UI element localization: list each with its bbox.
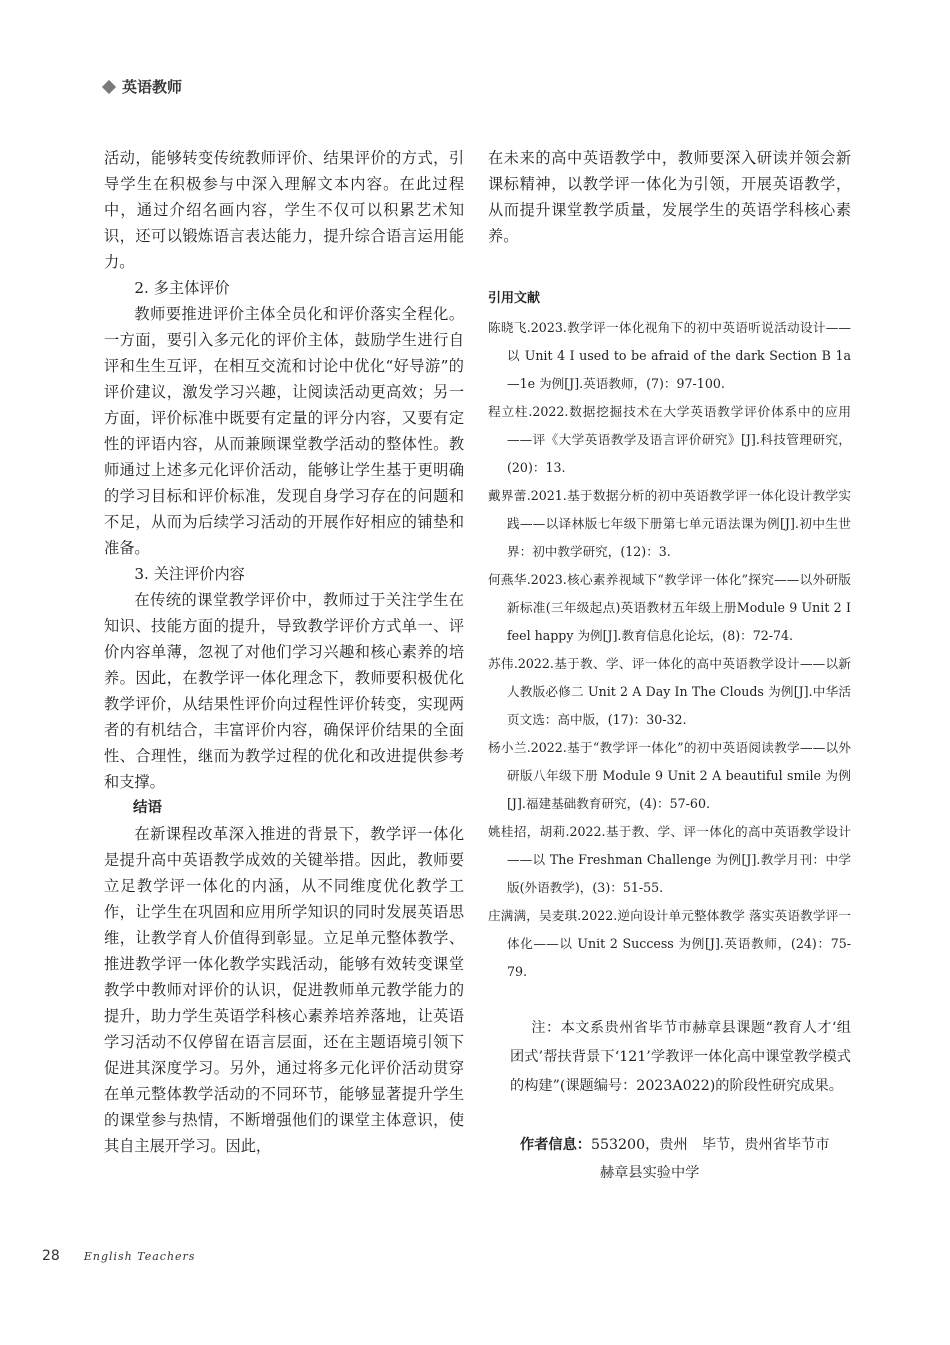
page-number: 28 (42, 1248, 60, 1264)
section-3-heading: 3. 关注评价内容 (134, 565, 245, 583)
intro-paragraph: 活动，能够转变传统教师评价、结果评价的方式，引导学生在积极参与中深入理解文本内容。在此过程中，通过介绍名画内容，学生不仅可以积累艺术知识，还可以锻炼语言表达能力，提升综合语言运用能力。 (104, 149, 464, 271)
journal-title: 英语教师 (122, 78, 183, 96)
section-2-heading: 2. 多主体评价 (134, 279, 230, 297)
reference-item: 程立柱.2022.数据挖掘技术在大学英语教学评价体系中的应用——评《大学英语教学及语言评价研究》[J].科技管理研究，(20)：13. (488, 404, 851, 475)
conclusion-heading: 结语 (133, 800, 162, 816)
reference-item: 姚桂招，胡莉.2022.基于教、学、评一体化的高中英语教学设计——以 The Freshman Challenge 为例[J].教学月刊：中学版(外语教学)，(3)：51-55. (488, 824, 851, 895)
page-footer (42, 1248, 195, 1264)
reference-item: 苏伟.2022.基于教、学、评一体化的高中英语教学设计——以新人教版必修二 Unit 2 A Day In The Clouds 为例[J].中华活页文选：高中版，(17)：30-32. (488, 656, 851, 727)
funding-note: 注：本文系贵州省毕节市赫章县课题“教育人才‘组团式’帮扶背景下‘121’学教评一体化高中课堂教学模式的构建”(课题编号：2023A022)的阶段性研究成果。 (510, 1020, 851, 1094)
reference-item: 戴界蕾.2021.基于数据分析的初中英语教学评一体化设计教学实践——以译林版七年级下册第七单元语法课为例[J].初中生世界：初中教学研究，(12)：3. (488, 488, 851, 559)
author-info-label: 作者信息： (520, 1137, 591, 1153)
reference-item: 庄满满，吴麦琪.2022.逆向设计单元整体教学 落实英语教学评一体化——以 Unit 2 Success 为例[J].英语教师，(24)：75-79. (488, 908, 851, 979)
reference-item: 杨小兰.2022.基于“教学评一体化”的初中英语阅读教学——以外研版八年级下册 Module 9 Unit 2 A beautiful smile 为例[J].福建基础教育研究，(4)：57-60. (488, 740, 851, 811)
diamond-icon (102, 79, 116, 93)
author-info-text: 553200，贵州 毕节，贵州省毕节市赫章县实验中学 (590, 1137, 830, 1181)
journal-name-en: English Teachers (83, 1250, 196, 1263)
continued-paragraph: 在未来的高中英语教学中，教师要深入研读并领会新课标精神，以教学评一体化为引领，开展英语教学，从而提升课堂教学质量，发展学生的英语学科核心素养。 (488, 149, 851, 245)
references-title: 引用文献 (488, 291, 541, 306)
left-column (104, 145, 464, 1159)
reference-item: 陈晓飞.2023.教学评一体化视角下的初中英语听说活动设计——以 Unit 4 I used to be afraid of the dark Section B 1a—1e 为例[J].英语教师，(7)：97-100. (488, 320, 851, 391)
running-header (102, 76, 182, 97)
section-3-body: 在传统的课堂教学评价中，教师过于关注学生在知识、技能方面的提升，导致教学评价方式单一、评价内容单薄，忽视了对他们学习兴趣和核心素养的培养。因此，在教学评一体化理念下，教师要积极优化教学评价，从结果性评价向过程性评价转变，实现两者的有机结合，丰富评价内容，确保评价结果的全面性、合理性，继而为教学过程的优化和改进提供参考和支撑。 (104, 591, 464, 791)
conclusion-body: 在新课程改革深入推进的背景下，教学评一体化是提升高中英语教学成效的关键举措。因此，教师要立足教学评一体化的内涵，从不同维度优化教学工作，让学生在巩固和应用所学知识的同时发展英语思维，让教学育人价值得到彰显。立足单元整体教学、推进教学评一体化教学实践活动，能够有效转变课堂教学中教师对评价的认识，促进教师单元教学能力的提升，助力学生英语学科核心素养培养落地，让英语学习活动不仅停留在语言层面，还在主题语境引领下促进其深度学习。另外，通过将多元化评价活动贯穿在单元整体教学活动的不同环节，能够显著提升学生的课堂参与热情，不断增强他们的课堂主体意识，使其自主展开学习。因此， (104, 825, 464, 1155)
author-info (488, 1131, 851, 1187)
references-list (488, 314, 851, 986)
reference-item: 何燕华.2023.核心素养视域下“教学评一体化”探究——以外研版新标准(三年级起点)英语教材五年级上册Module 9 Unit 2 I feel happy 为例[J].教育信息化论坛，(8)：72-74. (488, 572, 851, 643)
section-2-body: 教师要推进评价主体全员化和评价落实全程化。一方面，要引入多元化的评价主体，鼓励学生进行自评和生生互评，在相互交流和讨论中优化“好导游”的评价建议，激发学习兴趣，让阅读活动更高效；另一方面，评价标准中既要有定量的评分内容，又要有定性的评语内容，从而兼顾课堂教学活动的整体性。教师通过上述多元化评价活动，能够让学生基于更明确的学习目标和评价标准，发现自身学习存在的问题和不足，从而为后续学习活动的开展作好相应的铺垫和准备。 (104, 305, 464, 557)
right-column (488, 145, 851, 1187)
